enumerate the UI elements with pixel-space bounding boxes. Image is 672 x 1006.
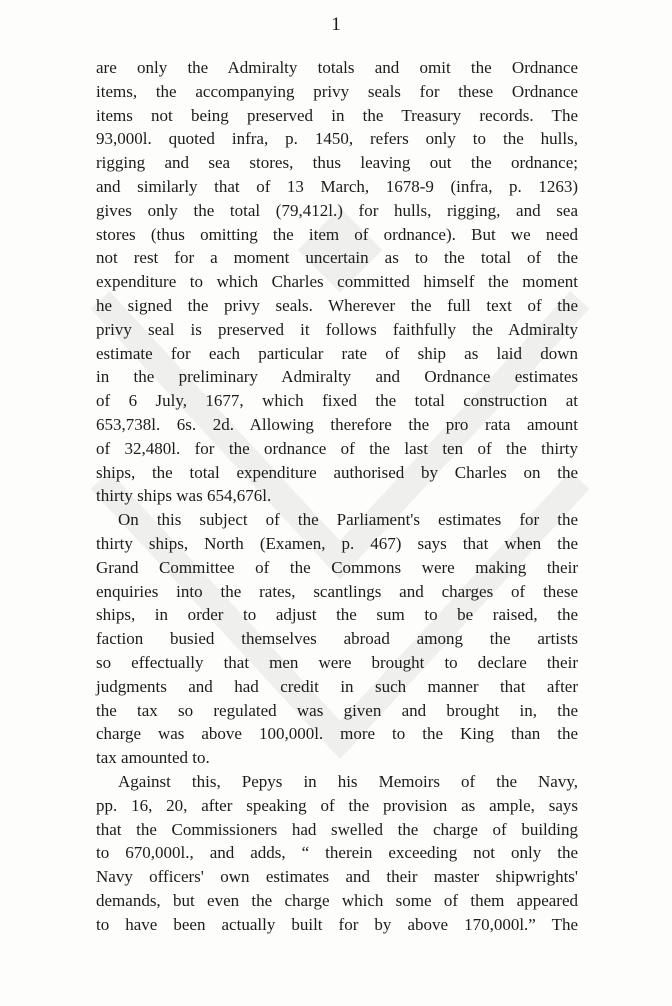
text-line: pp. 16, 20, after speaking of the provision as ample, says: [96, 795, 578, 815]
text-line: thirty ships was 654,676l.: [96, 486, 272, 506]
text-line: rigging and sea stores, thus leaving out the ordnance;: [96, 153, 578, 173]
text-line: items, the accompanying privy seals for these Ordnance: [96, 81, 578, 101]
paragraph-1: [96, 56, 578, 508]
text-line: so effectually that men were brought to declare their: [96, 652, 578, 672]
body-text: [96, 56, 578, 936]
text-line: of 32,480l. for the ordnance of the last ten of the thirty: [96, 438, 578, 458]
text-line: of 6 July, 1677, which fixed the total construction at: [96, 391, 578, 411]
text-line: to 670,000l., and adds, “ therein exceeding not only the: [96, 843, 578, 863]
text-line: not rest for a moment uncertain as to the total of the: [96, 248, 578, 268]
text-line: are only the Admiralty totals and omit the Ordnance: [96, 58, 578, 77]
text-line: thirty ships, North (Examen, p. 467) says that when the: [96, 533, 578, 553]
text-line: charge was above 100,000l. more to the King than the: [96, 724, 578, 744]
text-line: ships, in order to adjust the sum to be raised, the: [96, 605, 578, 625]
text-line: privy seal is preserved it follows faithfully the Admiralty: [96, 319, 578, 339]
text-line: items not being preserved in the Treasury records. The: [96, 105, 578, 125]
text-line: tax amounted to.: [96, 748, 210, 768]
text-line: expenditure to which Charles committed himself the moment: [96, 272, 578, 292]
text-line: that the Commissioners had swelled the charge of building: [96, 819, 578, 839]
text-line: demands, but even the charge which some of them appeared: [96, 890, 578, 910]
text-line: ships, the total expenditure authorised by Charles on the: [96, 462, 578, 482]
text-line: On this subject of the Parliament's estimates for the: [118, 510, 578, 530]
text-line: gives only the total (79,412l.) for hulls, rigging, and sea: [96, 200, 578, 220]
text-line: the tax so regulated was given and brought in, the: [96, 700, 578, 720]
text-line: 653,738l. 6s. 2d. Allowing therefore the pro rata amount: [96, 414, 578, 434]
text-line: Grand Committee of the Commons were making their: [96, 557, 578, 577]
text-line: 93,000l. quoted infra, p. 1450, refers only to the hulls,: [96, 129, 578, 149]
text-line: enquiries into the rates, scantlings and charges of these: [96, 581, 578, 601]
paragraph-2: [96, 508, 578, 770]
text-line: to have been actually built for by above 170,000l.” The: [96, 914, 578, 934]
text-line: stores (thus omitting the item of ordnance). But we need: [96, 224, 578, 244]
text-line: faction busied themselves abroad among the artists: [96, 629, 578, 649]
page-number: 1: [331, 14, 341, 35]
text-line: in the preliminary Admiralty and Ordnance estimates: [96, 367, 578, 387]
text-line: estimate for each particular rate of ship as laid down: [96, 343, 578, 363]
text-line: Navy officers' own estimates and their master shipwrights': [96, 867, 578, 887]
text-line: and similarly that of 13 March, 1678-9 (infra, p. 1263): [96, 176, 578, 196]
text-line: he signed the privy seals. Wherever the full text of the: [96, 295, 578, 315]
paragraph-3: [96, 770, 578, 937]
text-line: judgments and had credit in such manner that after: [96, 676, 578, 696]
text-line: Against this, Pepys in his Memoirs of the Navy,: [118, 771, 578, 791]
